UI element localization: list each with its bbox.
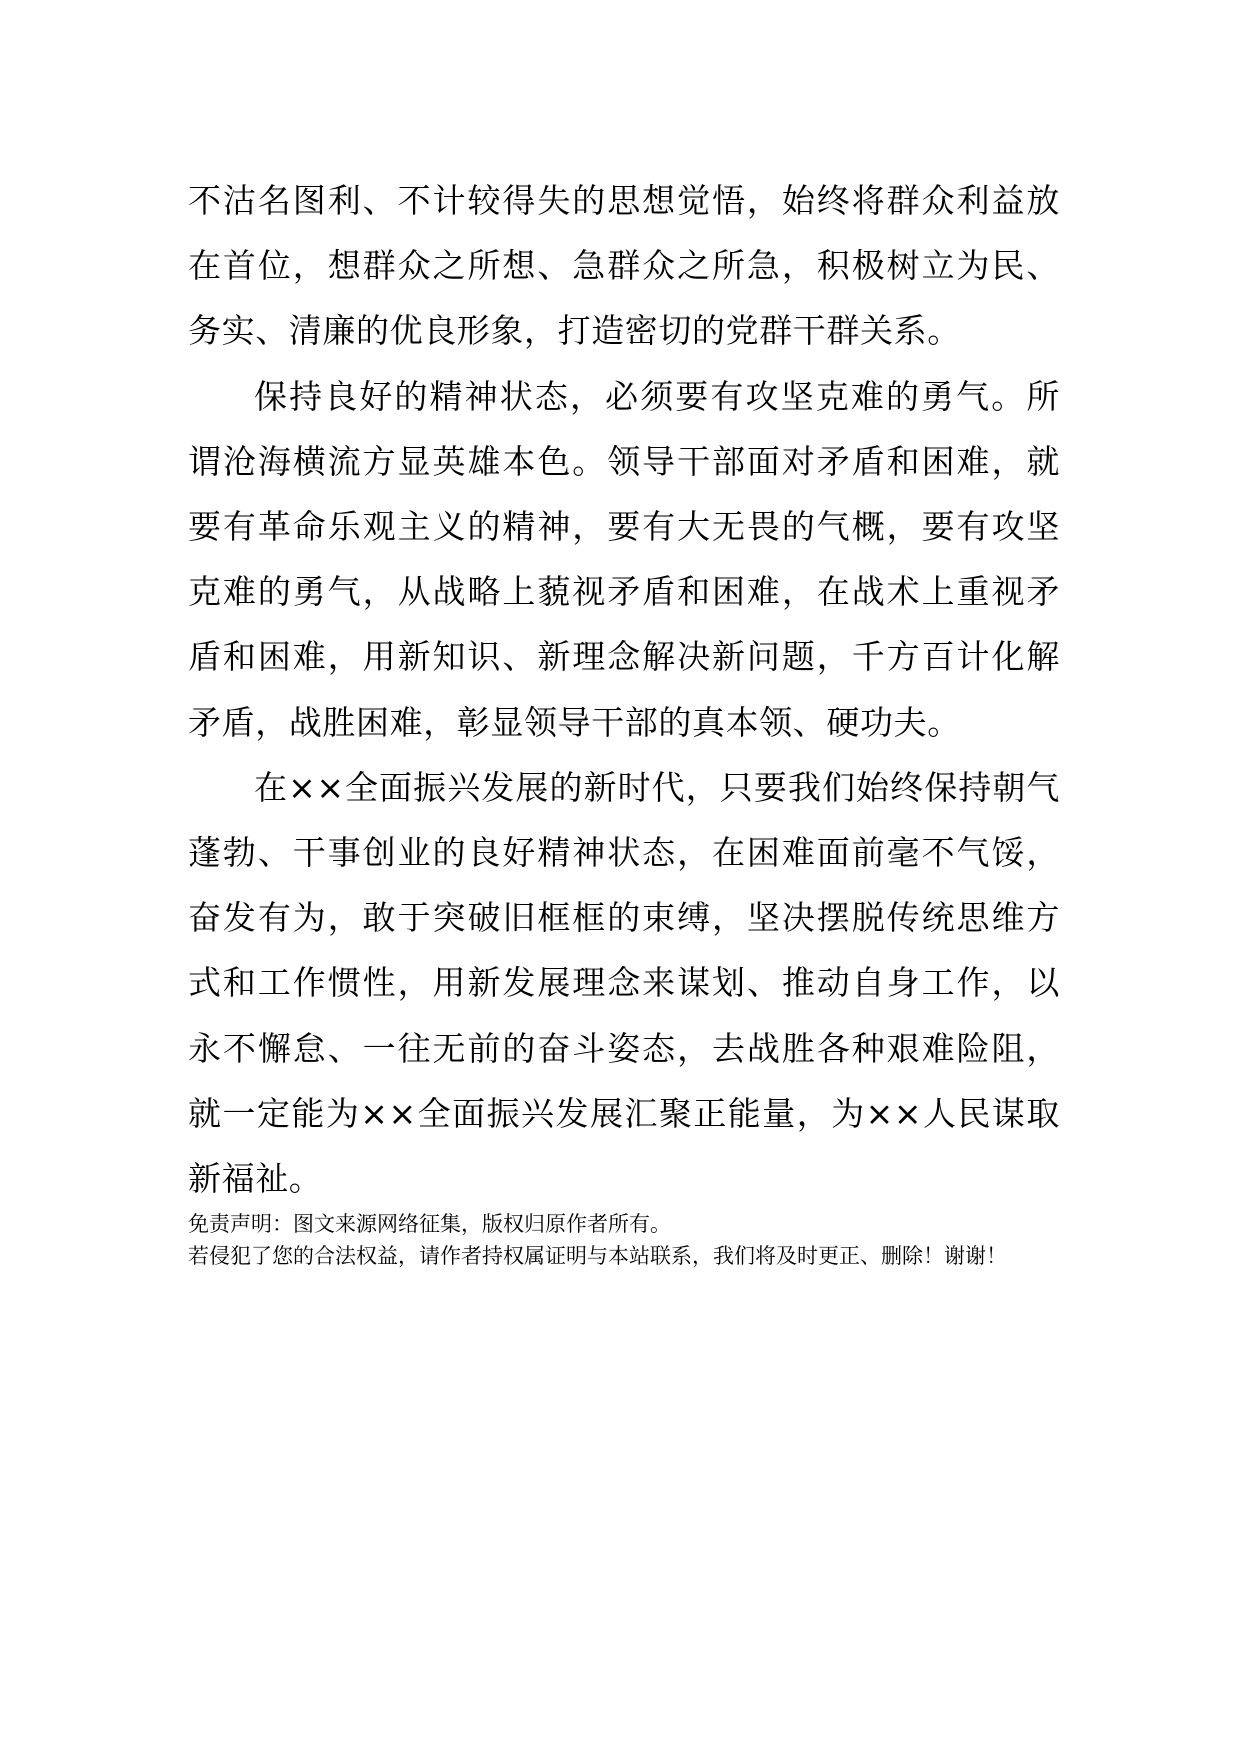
disclaimer-line-2: 若侵犯了您的合法权益，请作者持权属证明与本站联系，我们将及时更正、删除！谢谢！	[188, 1244, 1007, 1268]
paragraph-conclusion: 在××全面振兴发展的新时代，只要我们始终保持朝气蓬勃、干事创业的良好精神状态，在困难面前毫不气馁，奋发有为，敢于突破旧框框的束缚，坚决摆脱传统思维方式和工作惯性，用新发展理念来谋划、推动自身工作，以永不懈怠、一往无前的奋斗姿态，去战胜各种艰难险阻，就一定能为××全面振兴发展汇聚正能量，为××人民谋取新福祉。	[188, 767, 1060, 1199]
disclaimer	[188, 1208, 1088, 1272]
paragraph-continued: 不沽名图利、不计较得失的思想觉悟，始终将群众利益放在首位，想群众之所想、急群众之所急，积极树立为民、务实、清廉的优良形象，打造密切的党群干群关系。	[188, 181, 1060, 351]
paragraph-courage: 保持良好的精神状态，必须要有攻坚克难的勇气。所谓沧海横流方显英雄本色。领导干部面对矛盾和困难，就要有革命乐观主义的精神，要有大无畏的气概，要有攻坚克难的勇气，从战略上藐视矛盾和困难，在战术上重视矛盾和困难，用新知识、新理念解决新问题，千方百计化解矛盾，战胜困难，彰显领导干部的真本领、硬功夫。	[188, 376, 1060, 742]
document-body	[188, 168, 1060, 1211]
disclaimer-line-1: 免责声明：图文来源网络征集，版权归原作者所有。	[188, 1212, 671, 1236]
